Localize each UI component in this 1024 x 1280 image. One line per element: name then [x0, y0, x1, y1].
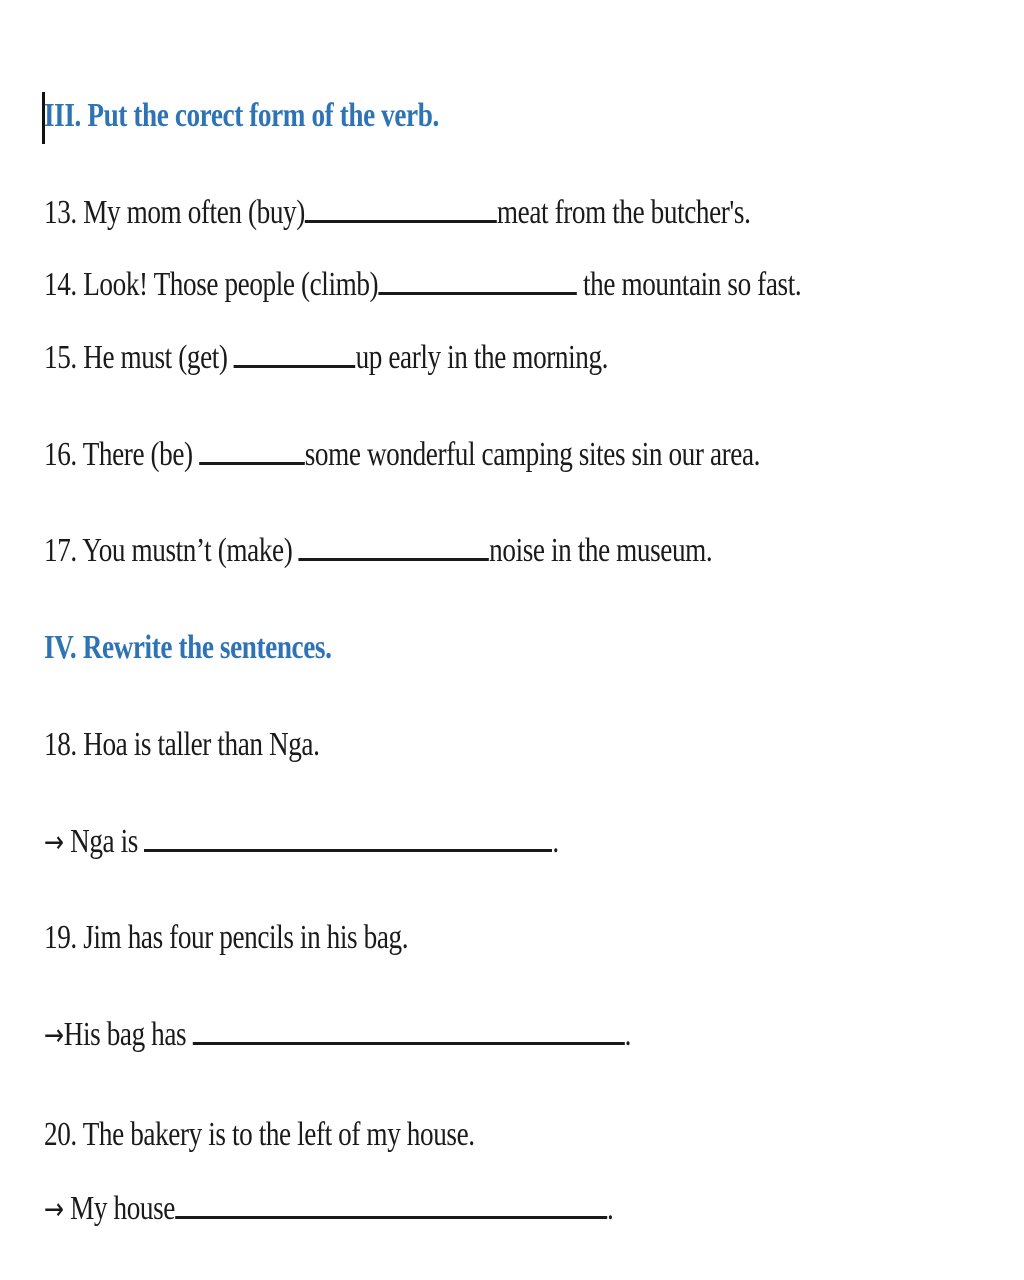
answer-line-18: → Nga is . [44, 823, 559, 860]
question-18: 18. Hoa is taller than Nga. [44, 726, 320, 763]
arrow-right-icon: → [44, 1192, 64, 1227]
arrow-right-icon: → [44, 1018, 64, 1053]
question-20: 20. The bakery is to the left of my house. [44, 1116, 475, 1153]
answer-blank-18[interactable] [144, 823, 552, 852]
answer-blank-14[interactable] [378, 266, 576, 295]
answer-blank-15[interactable] [234, 339, 356, 368]
question-19: 19. Jim has four pencils in his bag. [44, 919, 409, 956]
answer-line-19: →His bag has . [44, 1016, 632, 1053]
answer-blank-17[interactable] [299, 532, 489, 561]
answer-blank-19[interactable] [193, 1016, 625, 1045]
question-13: 13. My mom often (buy) meat from the butcher's. [44, 194, 751, 231]
answer-line-20: → My house . [44, 1190, 614, 1227]
arrow-right-icon: → [44, 825, 64, 860]
answer-blank-13[interactable] [305, 194, 497, 223]
answer-blank-16[interactable] [199, 436, 305, 465]
question-14: 14. Look! Those people (climb) the mountain so fast. [44, 266, 802, 303]
question-15: 15. He must (get) up early in the morning. [44, 339, 609, 376]
section-4-heading: IV. Rewrite the sentences. [44, 629, 332, 666]
section-3-heading: III. Put the corect form of the verb. [44, 97, 439, 134]
question-17: 17. You mustn’t (make) noise in the museum. [44, 532, 713, 569]
question-16: 16. There (be) some wonderful camping sites sin our area. [44, 436, 761, 473]
answer-blank-20[interactable] [175, 1190, 607, 1219]
